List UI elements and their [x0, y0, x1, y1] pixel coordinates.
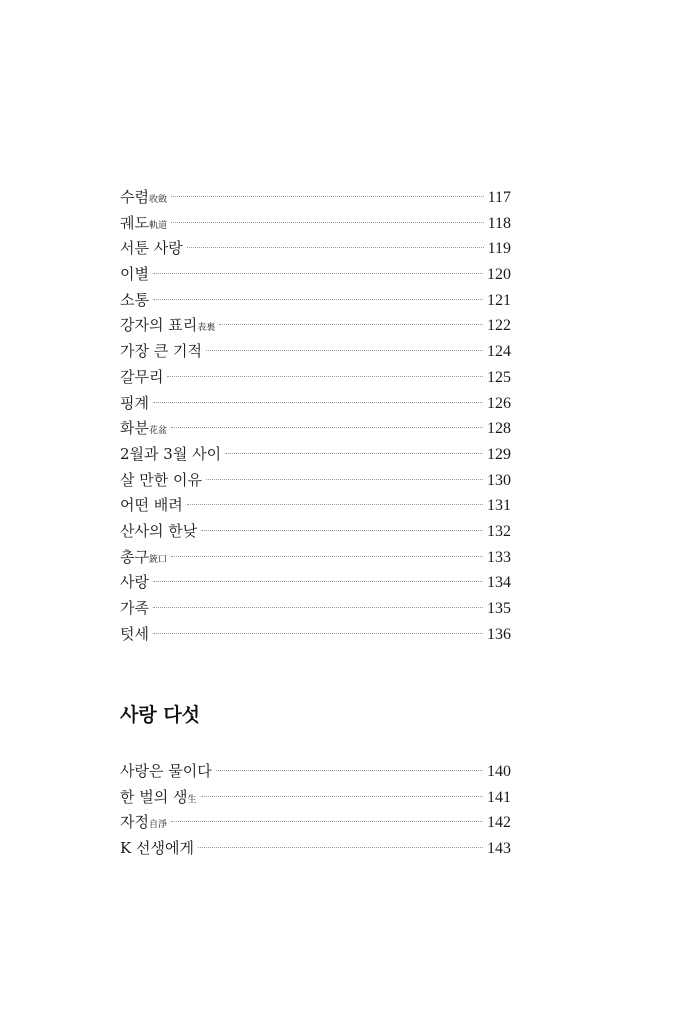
dot-leader: [167, 376, 483, 377]
dot-leader: [171, 196, 484, 197]
toc-entry-title: 2월과 3월 사이: [120, 444, 222, 463]
toc-list-part-a: [120, 185, 511, 647]
toc-entry[interactable]: [120, 236, 511, 262]
dot-leader: [219, 324, 483, 325]
toc-entry-page: 120: [487, 266, 511, 284]
toc-entry-page: 135: [487, 600, 511, 617]
toc-entry-title: 갈무리: [120, 367, 164, 386]
dot-leader: [171, 556, 483, 557]
toc-entry-page: 142: [487, 814, 511, 832]
toc-entry[interactable]: [120, 416, 511, 442]
toc-entry[interactable]: [120, 288, 511, 314]
toc-entry-hanja: 表裏: [197, 323, 216, 334]
toc-entry-page: 125: [487, 368, 511, 386]
toc-entry-title: 총구銃口: [120, 547, 167, 566]
toc-entry[interactable]: [120, 836, 511, 862]
toc-entry[interactable]: [120, 570, 511, 596]
toc-entry-hanja: 軌道: [148, 220, 167, 231]
toc-entry-title: 수렴收斂: [120, 188, 167, 206]
toc-entry-page: 126: [487, 394, 511, 412]
dot-leader: [201, 796, 483, 797]
toc-entry-hanja: 生: [187, 794, 197, 805]
toc-entry-page: 124: [487, 343, 511, 361]
toc-entry-page: 128: [487, 420, 511, 438]
toc-entry-title: K 선생에게: [120, 839, 194, 858]
dot-leader: [153, 607, 483, 608]
toc-entry-page: 134: [487, 574, 511, 592]
toc-entry-page: 119: [487, 240, 511, 258]
toc-list-part-b: [120, 759, 511, 862]
toc-entry-title: 궤도軌道: [120, 213, 167, 232]
toc-entry-page: 143: [487, 840, 511, 858]
toc-entry-title: 산사의 한낮: [120, 521, 198, 540]
toc-entry[interactable]: [120, 365, 511, 391]
toc-entry[interactable]: [120, 519, 511, 545]
dot-leader: [206, 350, 483, 351]
toc-entry[interactable]: [120, 545, 511, 571]
toc-entry[interactable]: [120, 810, 511, 836]
toc-entry[interactable]: [120, 391, 511, 417]
dot-leader: [206, 479, 483, 480]
toc-entry-page: 117: [487, 189, 511, 206]
dot-leader: [171, 222, 484, 223]
toc-entry-title: 사랑은 물이다: [120, 762, 212, 780]
toc-entry[interactable]: [120, 211, 511, 237]
dot-leader: [153, 633, 483, 634]
toc-entry[interactable]: [120, 622, 511, 648]
toc-entry-page: 130: [487, 471, 511, 489]
toc-entry[interactable]: [120, 759, 511, 785]
toc-entry[interactable]: [120, 442, 511, 468]
toc-entry-title: 어떤 배려: [120, 496, 183, 515]
toc-entry-hanja: 自淨: [148, 820, 167, 831]
toc-entry-title: 강자의 표리表裏: [120, 316, 216, 335]
dot-leader: [153, 273, 483, 274]
dot-leader: [153, 402, 483, 403]
toc-entry[interactable]: [120, 339, 511, 365]
toc-entry-title: 텃세: [120, 624, 149, 643]
dot-leader: [187, 247, 484, 248]
toc-entry-page: 141: [487, 788, 511, 806]
toc-entry[interactable]: [120, 596, 511, 622]
toc-entry-page: 132: [487, 522, 511, 540]
dot-leader: [225, 453, 483, 454]
dot-leader: [171, 427, 483, 428]
dot-leader: [198, 847, 483, 848]
toc-entry-page: 131: [487, 497, 511, 515]
toc-entry-title: 자정自淨: [120, 813, 167, 832]
toc-entry-title: 이별: [120, 265, 149, 284]
dot-leader: [216, 770, 483, 771]
toc-entry-hanja: 銃口: [148, 554, 167, 565]
toc-entry-title: 살 만한 이유: [120, 470, 202, 489]
dot-leader: [171, 821, 483, 822]
toc-entry-page: 140: [487, 763, 511, 780]
toc-entry[interactable]: [120, 785, 511, 811]
toc-entry-hanja: 花盆: [148, 426, 167, 437]
toc-entry-page: 136: [487, 625, 511, 643]
toc-entry-title: 소통: [120, 290, 149, 309]
toc-entry[interactable]: [120, 185, 511, 211]
dot-leader: [201, 530, 483, 531]
dot-leader: [153, 299, 483, 300]
toc-entry-title: 사랑: [120, 573, 149, 592]
toc-entry-page: 122: [487, 317, 511, 335]
toc-entry-page: 133: [487, 548, 511, 566]
toc-entry[interactable]: [120, 493, 511, 519]
toc-entry-page: 118: [487, 214, 511, 232]
toc-entry-title: 서툰 사랑: [120, 239, 183, 258]
dot-leader: [153, 581, 483, 582]
toc-entry-title: 가족: [120, 599, 149, 617]
section-heading: 사랑 다섯: [120, 704, 201, 726]
toc-entry-page: 121: [487, 291, 511, 309]
toc-entry[interactable]: [120, 468, 511, 494]
toc-entry-title: 가장 큰 기적: [120, 342, 202, 361]
toc-entry-page: 129: [487, 445, 511, 463]
toc-entry[interactable]: [120, 262, 511, 288]
toc-entry-title: 한 벌의 생生: [120, 787, 197, 806]
toc-entry-title: 화분花盆: [120, 419, 167, 438]
dot-leader: [187, 504, 483, 505]
toc-entry[interactable]: [120, 313, 511, 339]
toc-entry-hanja: 收斂: [148, 195, 167, 205]
toc-entry-title: 핑계: [120, 393, 149, 412]
